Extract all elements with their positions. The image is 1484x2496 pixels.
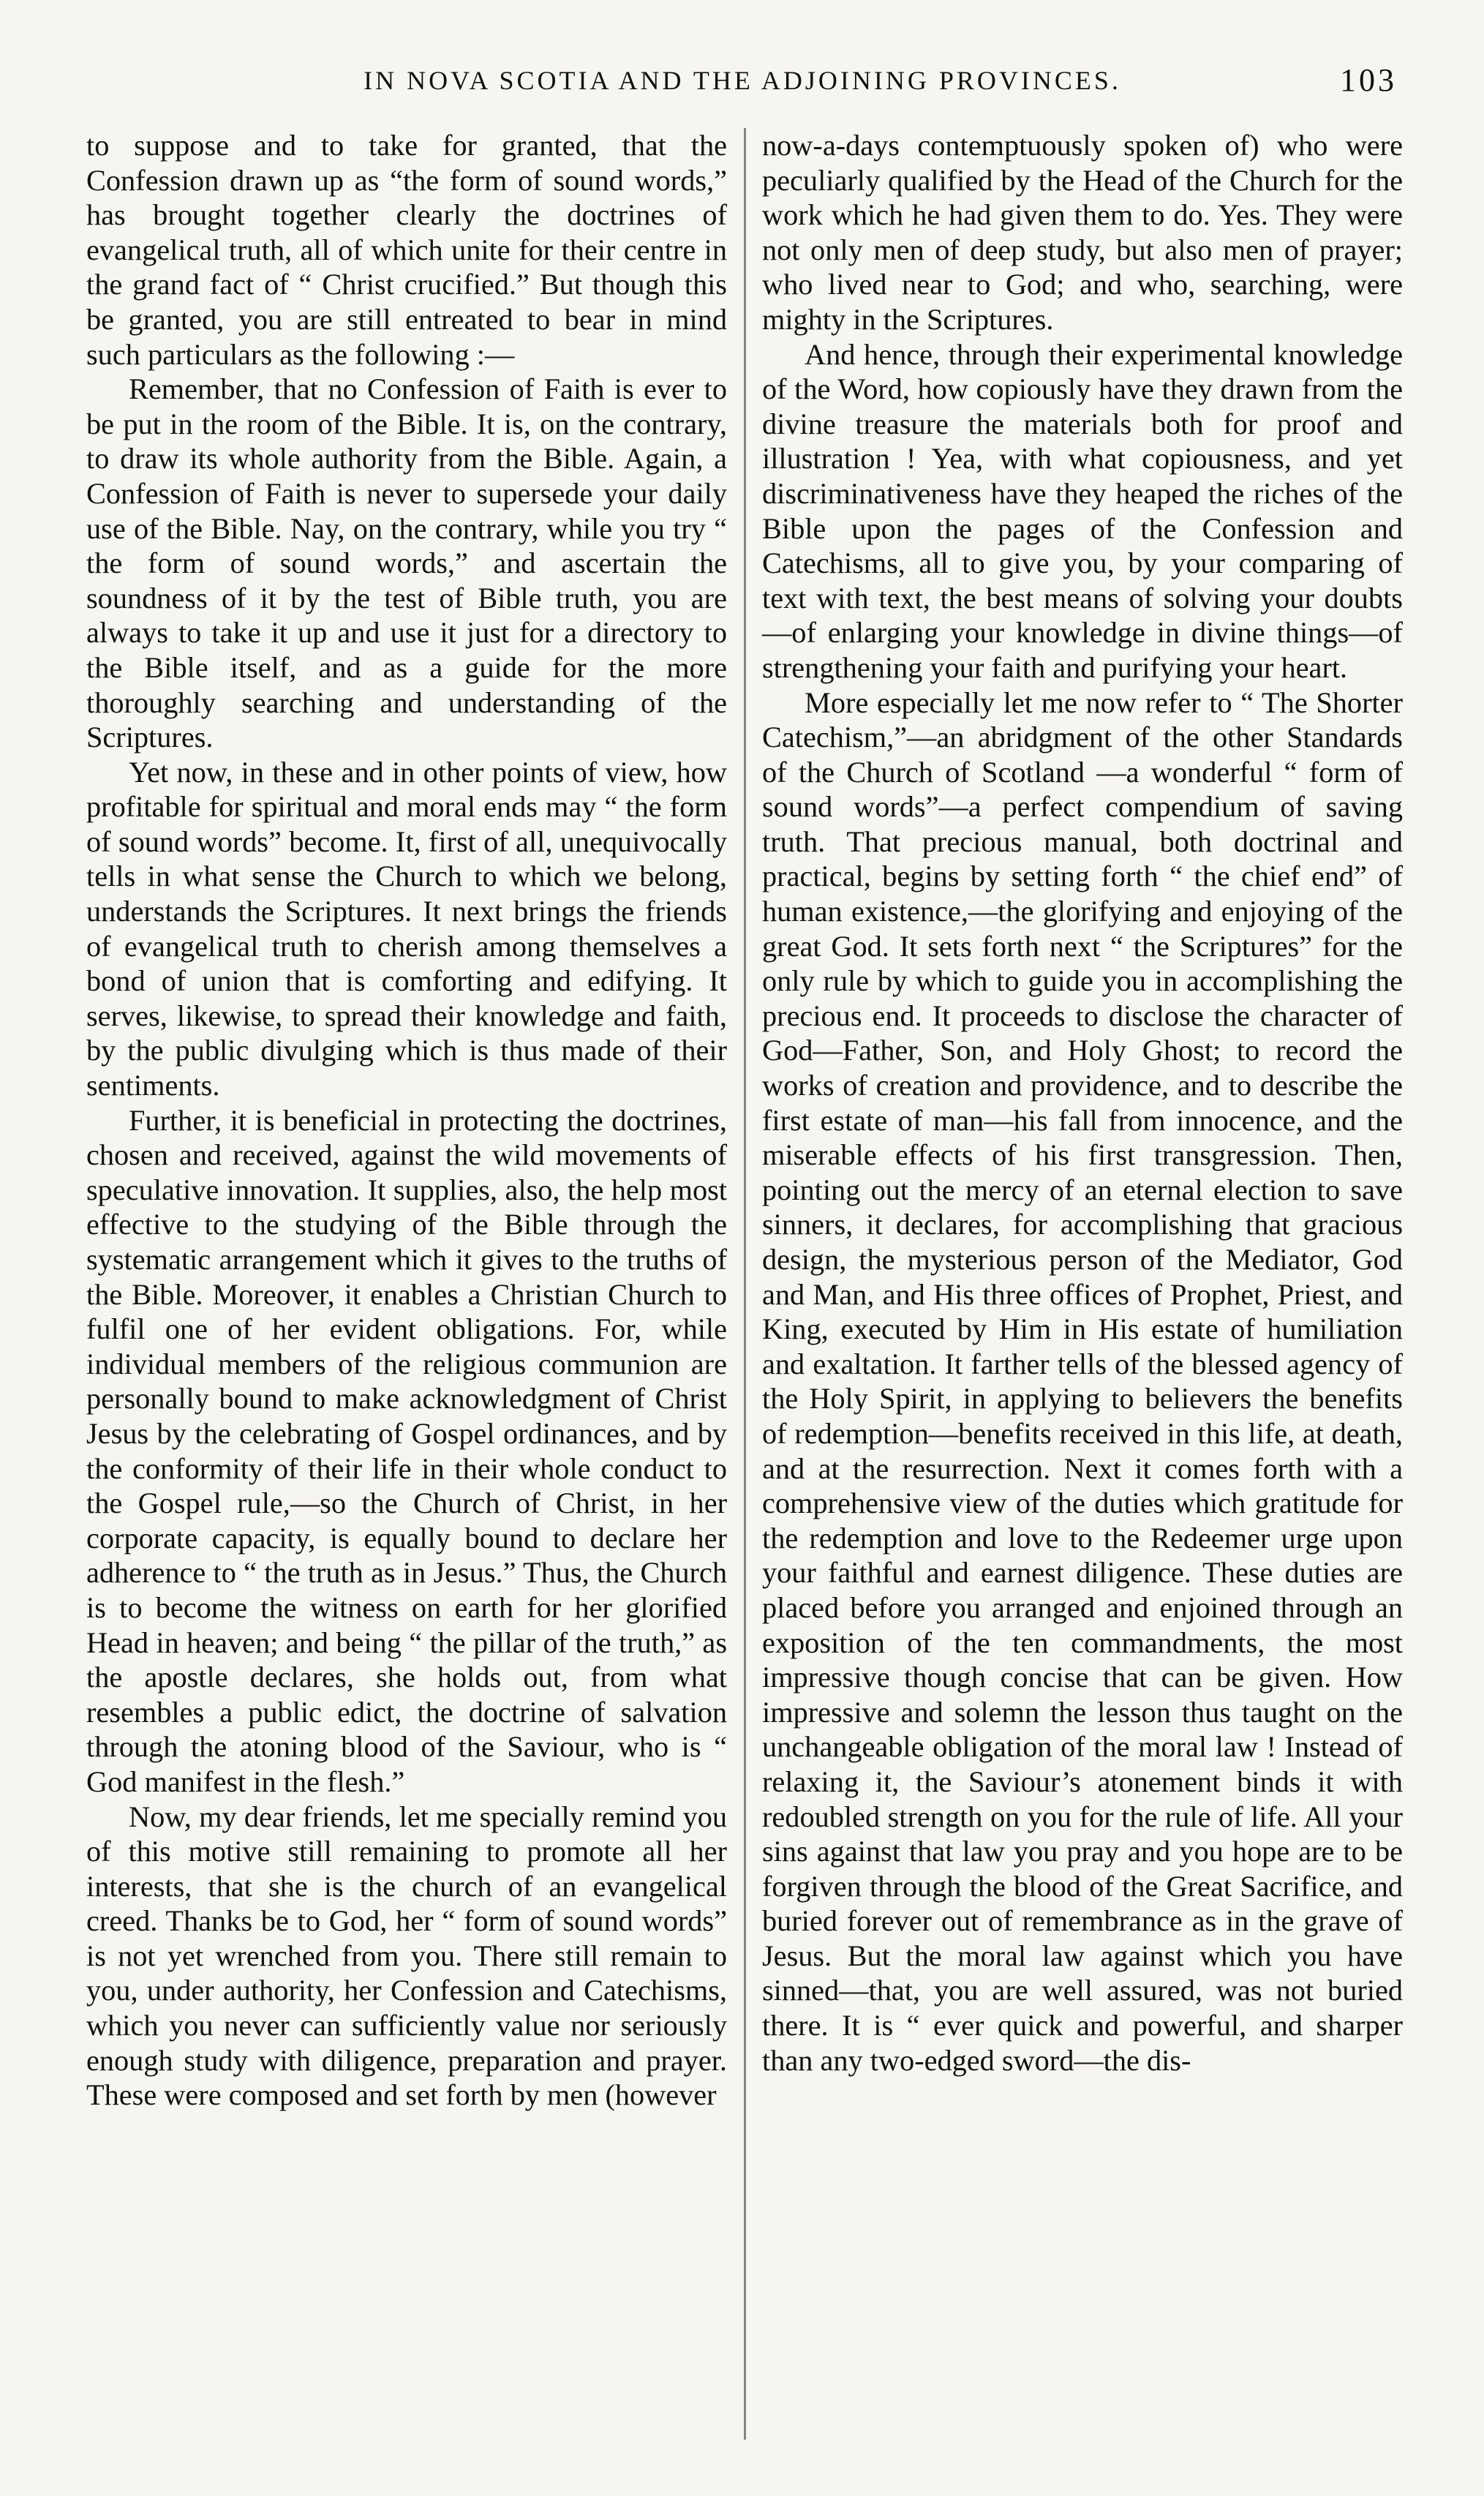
text-columns [86,128,1403,2440]
paragraph: to suppose and to take for granted, that the Confession drawn up as “the form of sound words,” has brought together clearly the doctrines of evangelical truth, all of which unite for their centre in the grand fact of “ Christ crucified.” But though this be granted, you are still entreated to bear in mind such particulars as the following :— [86,129,727,371]
paragraph: Remember, that no Confession of Faith is ever to be put in the room of the Bible. It is, on the contrary, to draw its whole authority from the Bible. Again, a Confession of Faith is never to supersede your daily use of the Bible. Nay, on the contrary, while you try “ the form of sound words,” and ascertain the soundness of it by the test of Bible truth, you are always to take it up and use it just for a directory to the Bible itself, and as a guide for the more thoroughly searching and understanding of the Scriptures. [86,372,727,754]
paragraph: now-a-days contemptuously spoken of) who were peculiarly qualified by the Head of the Church for the work which he had given them to do. Yes. They were not only men of deep study, but also men of prayer; who lived near to God; and who, searching, were mighty in the Scriptures. [762,129,1403,336]
paragraph: Yet now, in these and in other points of view, how profitable for spiritual and moral ends may “ the form of sound words” become. It, first of all, unequivocally tells in what sense the Church to which we belong, understands the Scriptures. It next brings the friends of evangelical truth to cherish among themselves a bond of union that is comforting and edifying. It serves, likewise, to spread their knowledge and faith, by the public divulging which is thus made of their sentiments. [86,755,727,1102]
right-column [762,128,1403,2440]
page-header [88,51,1397,110]
running-head: IN NOVA SCOTIA AND THE ADJOINING PROVINCES. [364,66,1121,95]
paragraph: Now, my dear friends, let me specially remind you of this motive still remaining to promote all her interests, that she is the church of an evangelical creed. Thanks be to God, her “ form of sound words” is not yet wrenched from you. There still remain to you, under authority, her Confession and Catechisms, which you never can sufficiently value nor seriously enough study with diligence, preparation and prayer. These were composed and set forth by men (however [86,1800,727,2112]
paragraph: Further, it is beneficial in protecting the doctrines, chosen and received, against the wild movements of speculative innovation. It supplies, also, the help most effective to the studying of the Bible through the systematic arrangement which it gives to the truths of the Bible. Moreover, it enables a Christian Church to fulfil one of her evident obligations. For, while individual members of the religious communion are personally bound to make acknowledgment of Christ Jesus by the celebrating of Gospel ordinances, and by the conformity of their life in their whole conduct to the Gospel rule,—so the Church of Christ, in her corporate capacity, is equally bound to declare her adherence to “ the truth as in Jesus.” Thus, the Church is to become the witness on earth for her glorified Head in heaven; and being “ the pillar of the truth,” as the apostle declares, she holds out, from what resembles a public edict, the doctrine of salvation through the atoning blood of the Saviour, who is “ God manifest in the flesh.” [86,1103,727,1798]
page-number: 103 [1340,62,1397,98]
paragraph: More especially let me now refer to “ The Shorter Catechism,”—an abridgment of the other Standards of the Church of Scotland —a wonderful “ form of sound words”—a perfect compendium of saving truth. That precious manual, both doctrinal and practical, begins by setting forth “ the chief end” of human existence,—the glorifying and enjoying of the great God. It sets forth next “ the Scriptures” for the only rule by which to guide you in accomplishing the precious end. It proceeds to disclose the character of God—Father, Son, and Holy Ghost; to record the works of creation and providence, and to describe the first estate of man—his fall from innocence, and the miserable effects of his first transgression. Then, pointing out the mercy of an eternal election to save sinners, it declares, for accomplishing that gracious design, the mysterious person of the Mediator, God and Man, and His three offices of Prophet, Priest, and King, executed by Him in His estate of humiliation and exaltation. It farther tells of the blessed agency of the Holy Spirit, in applying to believers the benefits of redemption—benefits received in this life, at death, and at the resurrection. Next it comes forth with a comprehensive view of the duties which gratitude for the redemption and love to the Redeemer urge upon your faithful and earnest diligence. These duties are placed before you arranged and enjoined through an exposition of the ten commandments, the most impressive though concise that can be given. How impressive and solemn the lesson thus taught on the unchangeable obligation of the moral law ! Instead of relaxing it, the Saviour’s atonement binds it with redoubled strength on you for the rule of life. All your sins against that law you pray and you hope are to be forgiven through the blood of the Great Sacrifice, and buried forever out of remembrance as in the grave of Jesus. But the moral law against which you have sinned—that, you are well assured, was not buried there. It is “ ever quick and powerful, and sharper than any two-edged sword—the dis- [762,685,1403,2077]
column-divider [744,128,746,2440]
paragraph: And hence, through their experimental knowledge of the Word, how copiously have they drawn from the divine treasure the materials both for proof and illustration ! Yea, with what copiousness, and yet discriminativeness have they heaped the riches of the Bible upon the pages of the Confession and Catechisms, all to give you, by your comparing of text with text, the best means of solving your doubts—of enlarging your knowledge in divine things—of strengthening your faith and purifying your heart. [762,337,1403,684]
left-column [86,128,727,2440]
